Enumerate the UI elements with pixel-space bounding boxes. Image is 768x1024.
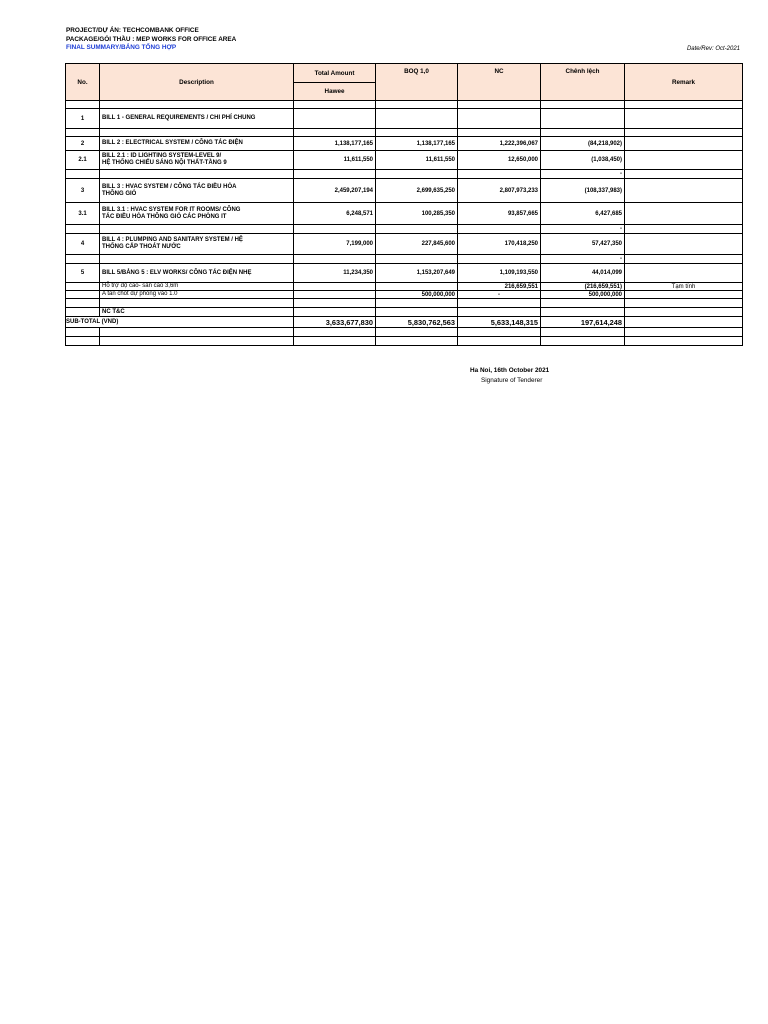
- row-remark: Tạm tính: [625, 283, 743, 291]
- row-desc: BILL 3.1 : HVAC SYSTEM FOR IT ROOMS/ CÔNG TÁC ĐIỀU HÒA THÔNG GIÓ CÁC PHÒNG IT: [100, 203, 294, 225]
- spacer-row: [66, 337, 743, 346]
- row-boq: [376, 283, 458, 291]
- row-remark: [625, 109, 743, 129]
- row-no: 2: [66, 137, 100, 151]
- row-total: [294, 109, 376, 129]
- row-diff: [541, 109, 625, 129]
- row-total: [294, 291, 376, 299]
- row-nc: 2,807,973,233: [458, 179, 541, 203]
- row-nc: 1,222,396,067: [458, 137, 541, 151]
- row-diff: 57,427,350: [541, 234, 625, 255]
- row-nc: 1,109,193,550: [458, 264, 541, 283]
- place-date: Ha Noi, 16th October 2021: [470, 367, 550, 374]
- signature-label: Signature of Tenderer: [481, 377, 543, 384]
- row-diff: (1,038,450): [541, 151, 625, 170]
- row-remark: [625, 203, 743, 225]
- row-total: 7,199,000: [294, 234, 376, 255]
- table-row: [66, 234, 743, 255]
- subtotal-row: [66, 317, 743, 328]
- row-desc: BILL 1 - GENERAL REQUIREMENTS / CHI PHÍ CHUNG: [100, 109, 294, 129]
- dash-cell: -: [541, 170, 625, 179]
- spacer-row: [66, 101, 743, 109]
- row-no: 3: [66, 179, 100, 203]
- row-desc: BILL 4 : PLUMPING AND SANITARY SYSTEM / HỆ THỐNG CẤP THOÁT NƯỚC: [100, 234, 294, 255]
- row-boq: [376, 109, 458, 129]
- subtotal-boq: 5,830,762,563: [376, 317, 458, 328]
- row-remark: [625, 291, 743, 299]
- summary-table: [65, 63, 743, 346]
- row-no: [66, 283, 100, 291]
- row-desc: BILL 2.1 : ID LIGHTING SYSTEM-LEVEL 9/ HỆ THỐNG CHIẾU SÁNG NỘI THẤT-TẦNG 9: [100, 151, 294, 170]
- dash-cell: -: [541, 225, 625, 234]
- row-total: 11,234,350: [294, 264, 376, 283]
- row-boq: 1,153,207,649: [376, 264, 458, 283]
- row-no: [66, 308, 100, 317]
- row-no: 3.1: [66, 203, 100, 225]
- subtotal-label: SUB-TOTAL (VND): [66, 317, 294, 328]
- row-total: [294, 308, 376, 317]
- table-row: [66, 283, 743, 291]
- row-total: 6,248,571: [294, 203, 376, 225]
- spacer-row: [66, 255, 743, 264]
- spacer-row: [66, 129, 743, 137]
- row-diff: 44,014,099: [541, 264, 625, 283]
- col-nc-header: NC: [458, 64, 541, 101]
- table-row: [66, 109, 743, 129]
- row-boq: 500,000,000: [376, 291, 458, 299]
- table-row: [66, 179, 743, 203]
- summary-title: FINAL SUMMARY/BẢNG TỔNG HỢP: [66, 44, 177, 51]
- col-desc-header: Description: [100, 64, 294, 101]
- table-row: [66, 203, 743, 225]
- table-row: [66, 308, 743, 317]
- table-row: [66, 151, 743, 170]
- date-revision: Date/Rev: Oct-2021: [686, 46, 740, 52]
- row-desc: BILL 5/BẢNG 5 : ELV WORKS/ CÔNG TÁC ĐIỆN NHẸ: [100, 264, 294, 283]
- table-row: [66, 264, 743, 283]
- row-nc: -: [458, 291, 541, 299]
- row-remark: [625, 151, 743, 170]
- spacer-row: [66, 299, 743, 308]
- row-boq: 2,699,635,250: [376, 179, 458, 203]
- row-boq: 100,285,350: [376, 203, 458, 225]
- row-boq: 11,611,550: [376, 151, 458, 170]
- subtotal-diff: 197,614,248: [541, 317, 625, 328]
- row-boq: [376, 308, 458, 317]
- row-total: 11,611,550: [294, 151, 376, 170]
- row-no: [66, 291, 100, 299]
- row-nc: [458, 109, 541, 129]
- row-diff: (216,659,551): [541, 283, 625, 291]
- col-diff-header: Chênh lệch: [541, 64, 625, 101]
- row-total: [294, 283, 376, 291]
- col-remark-header: Remark: [625, 64, 743, 101]
- row-nc: [458, 308, 541, 317]
- row-diff: 500,000,000: [541, 291, 625, 299]
- subtotal-nc: 5,633,148,315: [458, 317, 541, 328]
- row-no: 2.1: [66, 151, 100, 170]
- row-remark: [625, 137, 743, 151]
- row-remark: [625, 308, 743, 317]
- table-row: [66, 291, 743, 299]
- row-desc: Hỗ trợ độ cao- sàn cao 3,6m: [100, 283, 294, 291]
- row-desc: A tấn chốt dự phòng vào 1.0: [100, 291, 294, 299]
- table-row: [66, 137, 743, 151]
- row-remark: [625, 264, 743, 283]
- row-no: 4: [66, 234, 100, 255]
- col-total-subheader: Hawee: [294, 83, 376, 101]
- spacer-row: [66, 225, 743, 234]
- row-nc: 93,857,665: [458, 203, 541, 225]
- row-diff: (84,218,902): [541, 137, 625, 151]
- subtotal-total: 3,633,677,830: [294, 317, 376, 328]
- dash-cell: -: [541, 255, 625, 264]
- col-total-header: Total Amount: [294, 64, 376, 83]
- row-diff: [541, 308, 625, 317]
- row-nc: 216,659,551: [458, 283, 541, 291]
- project-title: PROJECT/DỰ ÁN: TECHCOMBANK OFFICE: [66, 27, 199, 34]
- row-desc: BILL 3 : HVAC SYSTEM / CÔNG TÁC ĐIỀU HÒA THÔNG GIÓ: [100, 179, 294, 203]
- row-no: 1: [66, 109, 100, 129]
- package-title: PACKAGE/GÓI THẦU : MEP WORKS FOR OFFICE AREA: [66, 35, 237, 43]
- row-diff: (108,337,983): [541, 179, 625, 203]
- row-no: 5: [66, 264, 100, 283]
- col-boq-header: BOQ 1,0: [376, 64, 458, 101]
- row-boq: 1,138,177,165: [376, 137, 458, 151]
- row-boq: 227,845,600: [376, 234, 458, 255]
- spacer-row: [66, 328, 743, 337]
- spacer-row: [66, 170, 743, 179]
- row-total: 2,459,207,194: [294, 179, 376, 203]
- row-remark: [625, 234, 743, 255]
- col-no-header: No.: [66, 64, 100, 101]
- row-desc: BILL 2 : ELECTRICAL SYSTEM / CÔNG TÁC ĐIỆN: [100, 137, 294, 151]
- row-diff: 6,427,685: [541, 203, 625, 225]
- row-nc: 170,418,250: [458, 234, 541, 255]
- row-desc: NC T&C: [100, 308, 294, 317]
- row-total: 1,138,177,165: [294, 137, 376, 151]
- row-nc: 12,650,000: [458, 151, 541, 170]
- row-remark: [625, 179, 743, 203]
